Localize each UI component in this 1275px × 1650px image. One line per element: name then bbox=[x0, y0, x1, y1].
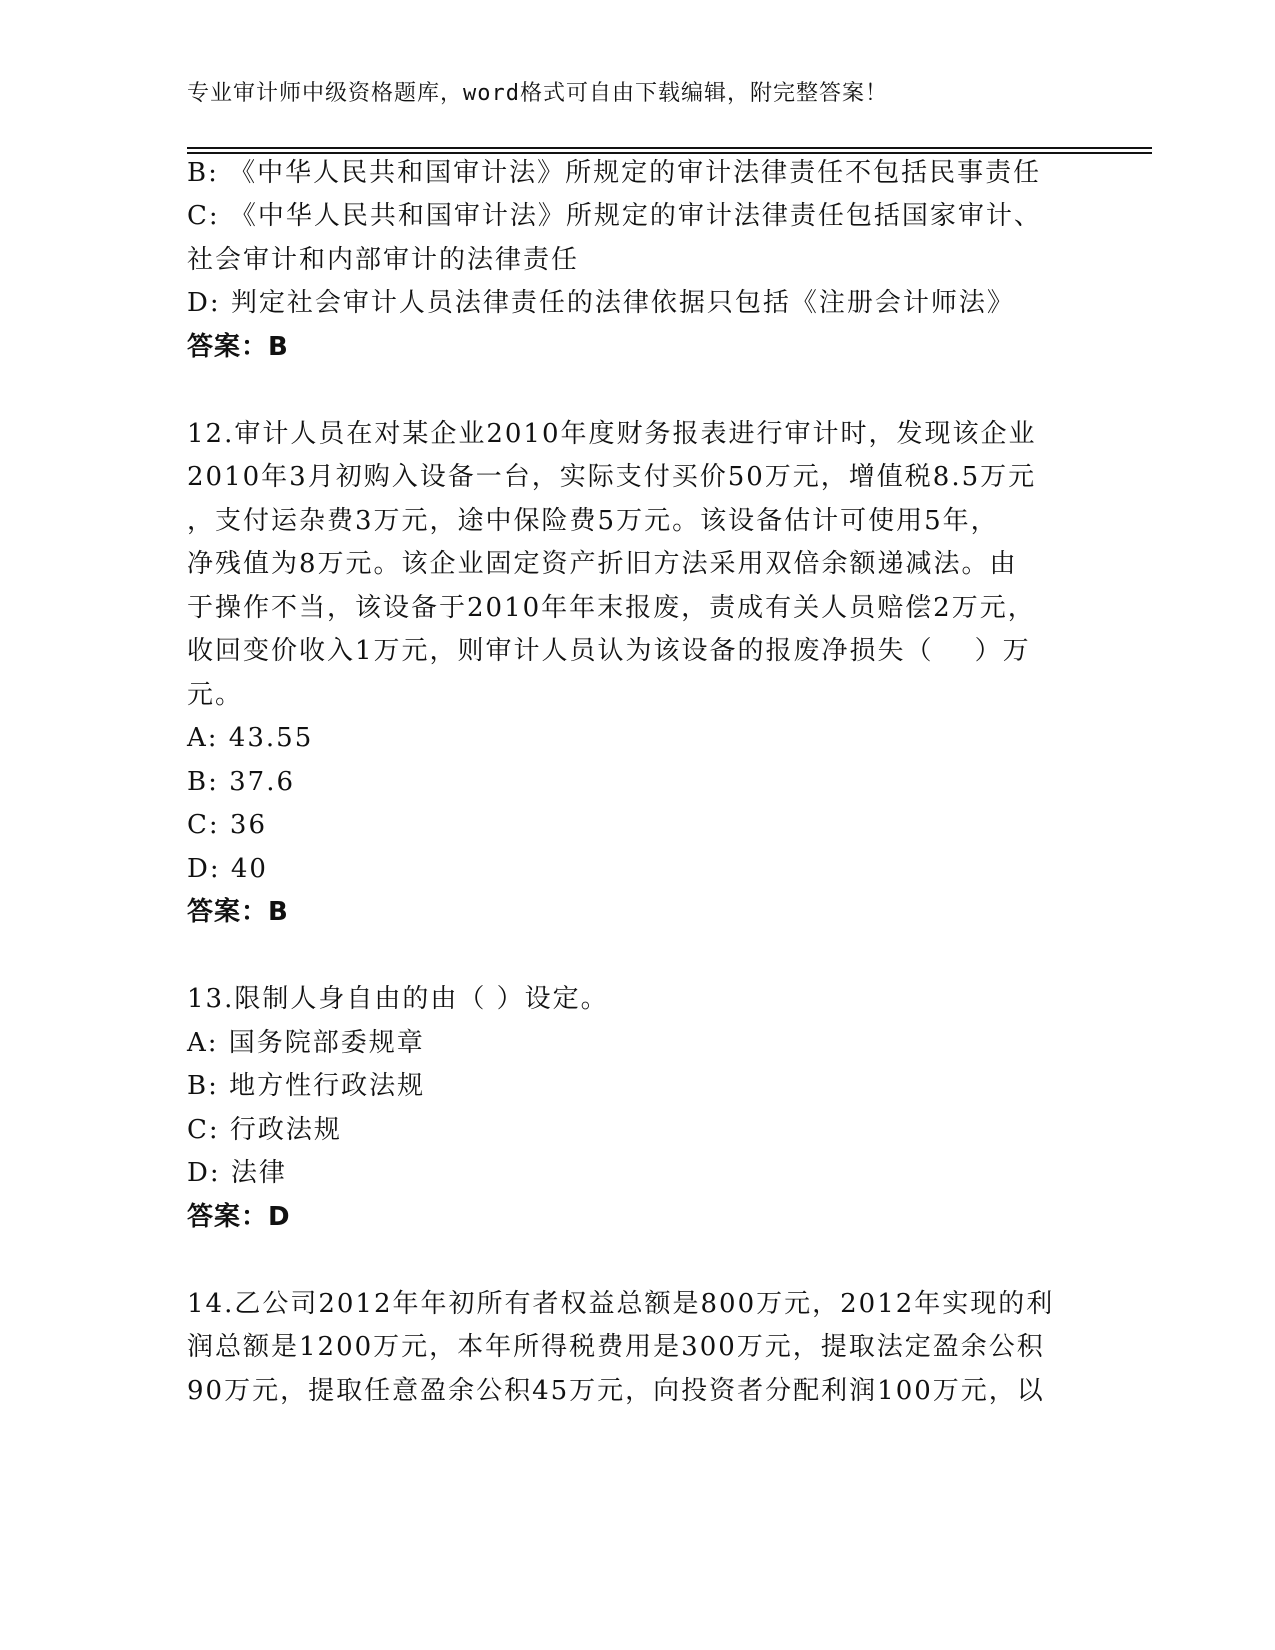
q11-option-b: B: 《中华人民共和国审计法》所规定的审计法律责任不包括民事责任 bbox=[187, 158, 1042, 188]
q12-stem-line: 元。 bbox=[187, 680, 244, 710]
q12-option-d: D: 40 bbox=[187, 854, 268, 884]
header-rule-top bbox=[187, 147, 1152, 149]
q12-stem-line: 于操作不当，该设备于2010年年末报废，责成有关人员赔偿2万元， bbox=[187, 593, 1036, 623]
q11-option-d: D: 判定社会审计人员法律责任的法律依据只包括《注册会计师法》 bbox=[187, 288, 1015, 318]
q14-stem-line: 润总额是1200万元，本年所得税费用是300万元，提取法定盈余公积 bbox=[187, 1332, 1045, 1362]
q12-stem-line: ，支付运杂费3万元，途中保险费5万元。该设备估计可使用5年， bbox=[187, 506, 999, 536]
q13-stem-line: 13.限制人身自由的由（ ）设定。 bbox=[187, 984, 609, 1014]
q12-stem-line: 净残值为8万元。该企业固定资产折旧方法采用双倍余额递减法。由 bbox=[187, 549, 1018, 579]
header-text: 专业审计师中级资格题库，word格式可自由下载编辑，附完整答案！ bbox=[187, 81, 888, 106]
q14-stem-line: 14.乙公司2012年年初所有者权益总额是800万元，2012年实现的利 bbox=[187, 1289, 1055, 1319]
q12-option-a: A: 43.55 bbox=[187, 723, 314, 753]
header-rule-bottom bbox=[187, 152, 1152, 154]
q12-stem-line: 12.审计人员在对某企业2010年度财务报表进行审计时，发现该企业 bbox=[187, 419, 1037, 449]
q12-option-c: C: 36 bbox=[187, 810, 268, 840]
q13-option-d: D: 法律 bbox=[187, 1158, 287, 1188]
q13-answer: 答案：D bbox=[187, 1202, 291, 1232]
q12-answer: 答案：B bbox=[187, 897, 289, 927]
q12-stem-line: 收回变价收入1万元，则审计人员认为该设备的报废净损失（ ）万 bbox=[187, 636, 1031, 666]
q12-stem-line: 2010年3月初购入设备一台，实际支付买价50万元，增值税8.5万元 bbox=[187, 462, 1037, 492]
q13-option-b: B: 地方性行政法规 bbox=[187, 1071, 426, 1101]
q11-answer: 答案：B bbox=[187, 332, 289, 362]
q12-option-b: B: 37.6 bbox=[187, 767, 296, 797]
q11-option-c-cont: 社会审计和内部审计的法律责任 bbox=[187, 245, 580, 275]
q11-option-c: C: 《中华人民共和国审计法》所规定的审计法律责任包括国家审计、 bbox=[187, 201, 1042, 231]
q13-option-c: C: 行政法规 bbox=[187, 1115, 342, 1145]
q13-option-a: A: 国务院部委规章 bbox=[187, 1028, 425, 1058]
q14-stem-line: 90万元，提取任意盈余公积45万元，向投资者分配利润100万元，以 bbox=[187, 1376, 1045, 1406]
